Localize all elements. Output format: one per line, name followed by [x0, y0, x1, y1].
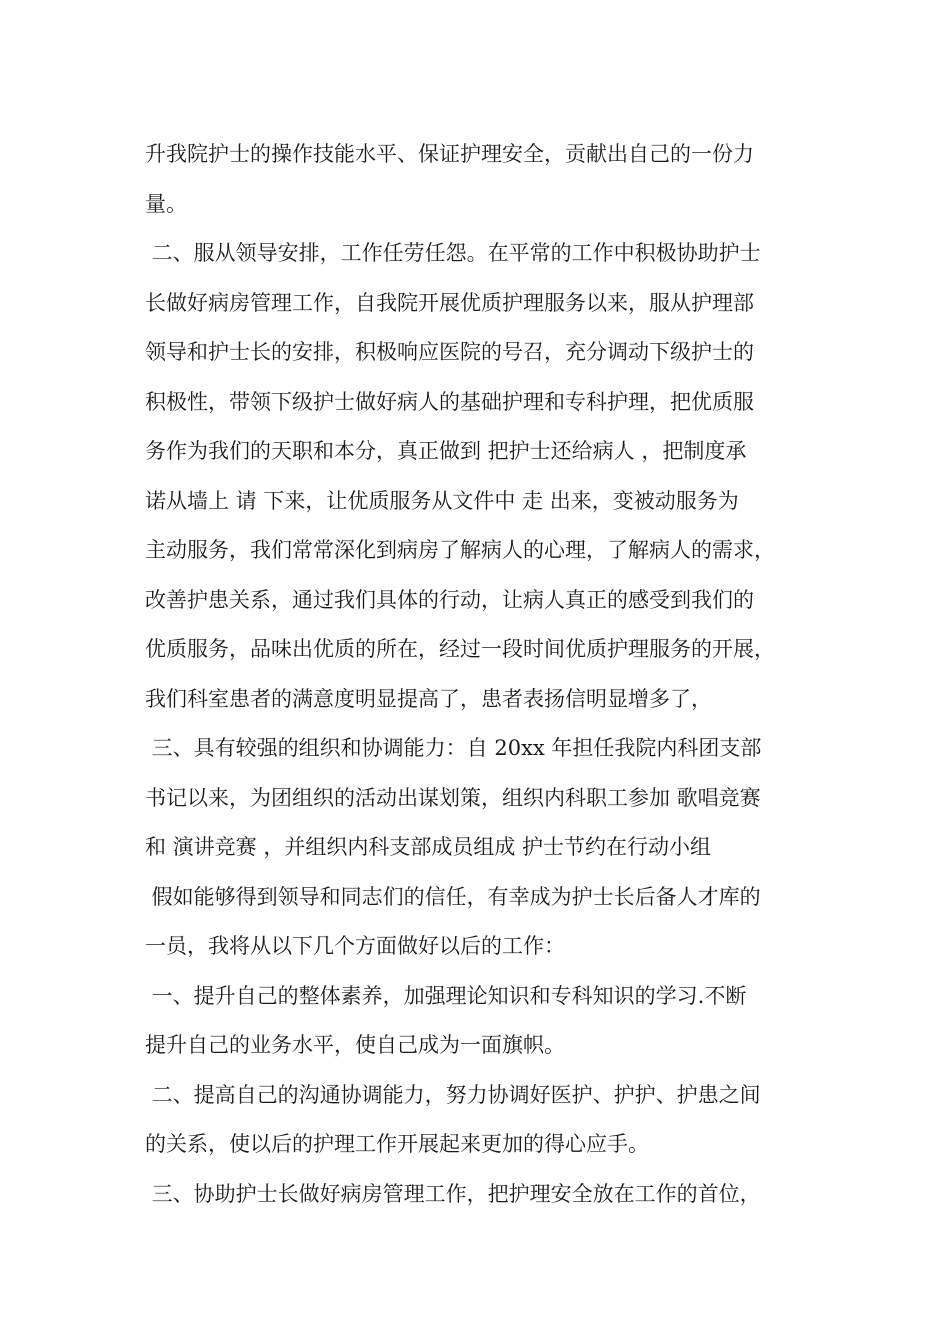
text-line: 三、协助护士长做好病房管理工作，把护理安全放在工作的首位，: [145, 1181, 761, 1206]
text-line: 我们科室患者的满意度明显提高了，患者表扬信明显增多了，: [145, 686, 712, 711]
text-line: 书记以来，为团组织的活动出谋划策，组织内科职工参加 歌唱竞赛: [145, 785, 761, 810]
document-body: [145, 130, 835, 1219]
text-line: 优质服务，品味出优质的所在，经过一段时间优质护理服务的开展，: [145, 637, 775, 661]
text-line: 二、服从领导安排，工作任劳任怨。在平常的工作中积极协助护士: [145, 241, 761, 265]
text-line: 三、具有较强的组织和协调能力：自 20xx 年担任我院内科团支部: [145, 736, 762, 760]
text-line: 一员，我将从以下几个方面做好以后的工作：: [145, 934, 565, 958]
text-line: 长做好病房管理工作，自我院开展优质护理服务以来，服从护理部: [145, 290, 754, 315]
text-line: 诺从墙上 请 下来，让优质服务从文件中 走 出来，变被动服务为: [145, 488, 739, 513]
text-line: 的关系，使以后的护理工作开展起来更加的得心应手。: [145, 1132, 649, 1156]
text-line: 务作为我们的天职和本分，真正做到 把护士还给病人 ，把制度承: [145, 439, 747, 463]
text-line: 改善护患关系，通过我们具体的行动，让病人真正的感受到我们的: [145, 587, 754, 612]
text-line: 量。: [145, 191, 187, 216]
text-line: 和 演讲竞赛 ，并组织内科支部成员组成 护士节约在行动小组: [145, 835, 712, 859]
text-line: 假如能够得到领导和同志们的信任，有幸成为护士长后备人才库的: [145, 884, 761, 909]
text-line: 主动服务，我们常常深化到病房了解病人的心理，了解病人的需求，: [145, 538, 775, 562]
text-line: 提升自己的业务水平，使自己成为一面旗帜。: [145, 1033, 565, 1057]
text-line: 领导和护士长的安排，积极响应医院的号召，充分调动下级护士的: [145, 340, 754, 364]
text-line: 二、提高自己的沟通协调能力，努力协调好医护、护护、护患之间: [145, 1082, 761, 1107]
text-line: 升我院护士的操作技能水平、保证护理安全，贡献出自己的一份力: [145, 142, 754, 166]
text-line: 积极性，带领下级护士做好病人的基础护理和专科护理，把优质服: [145, 389, 754, 414]
text-line: 一、提升自己的整体素养，加强理论知识和专科知识的学习.不断: [145, 983, 747, 1008]
